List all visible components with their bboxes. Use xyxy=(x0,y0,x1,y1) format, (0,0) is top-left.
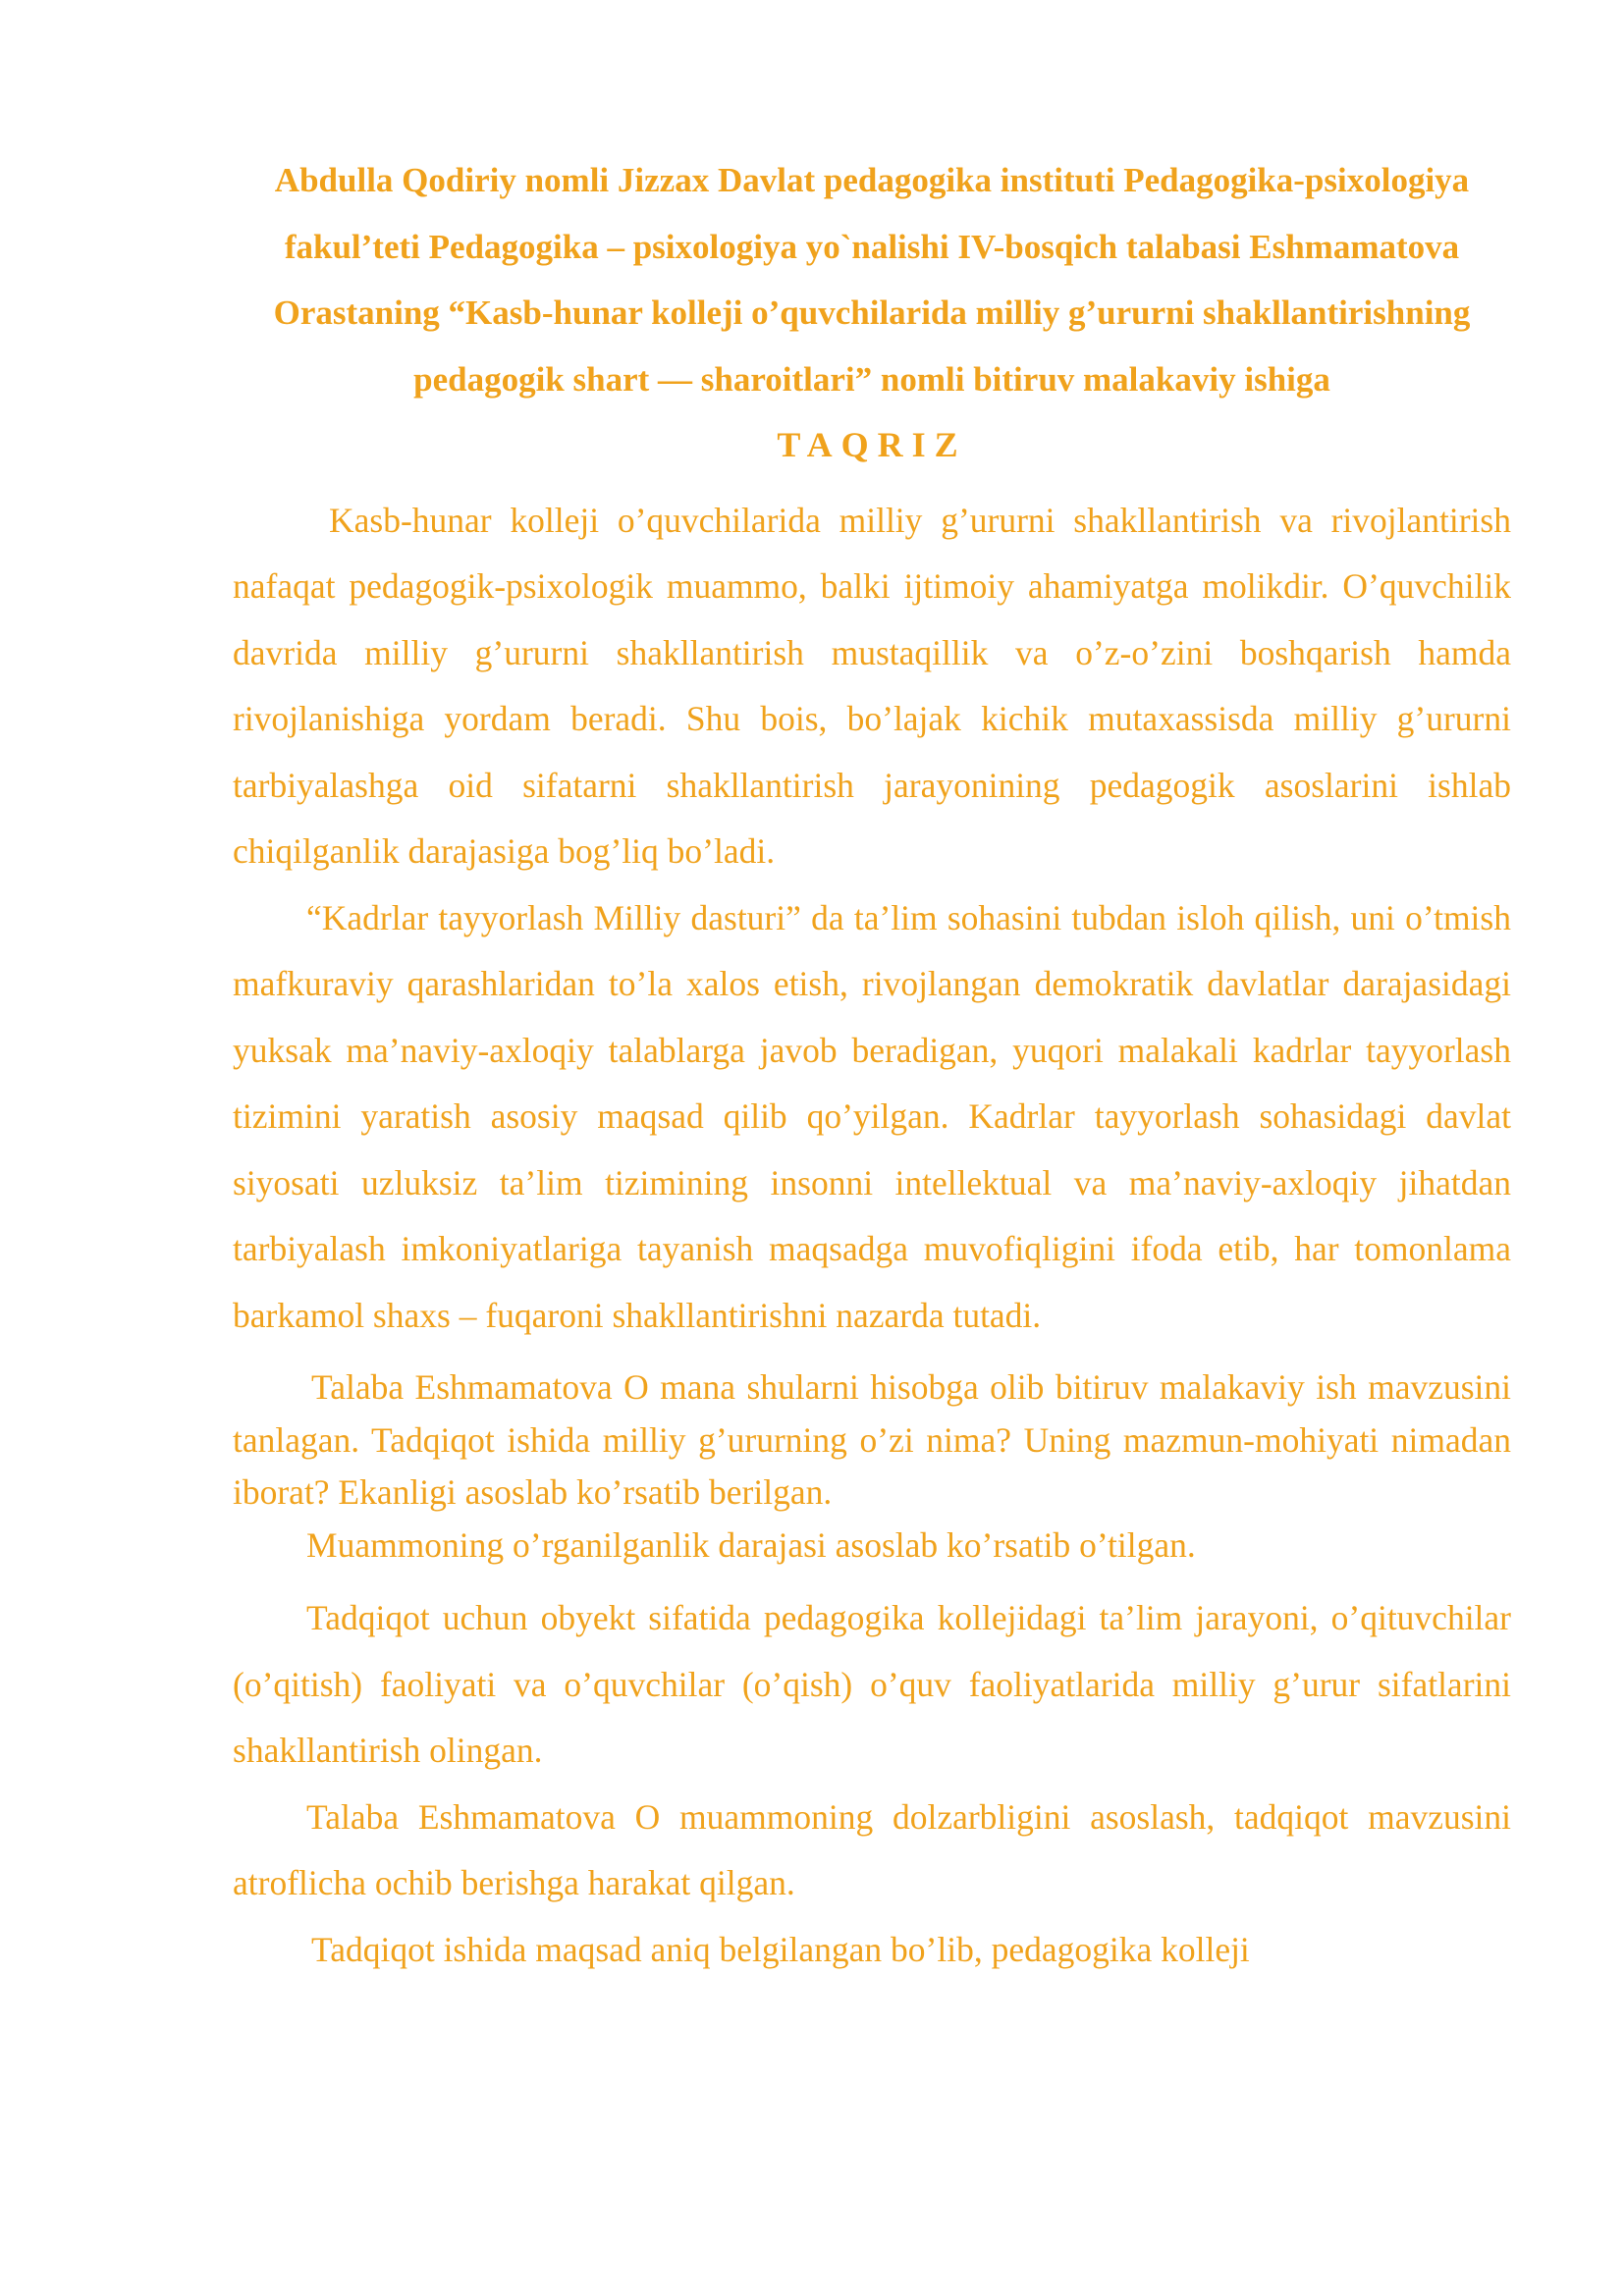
document-heading: Abdulla Qodiriy nomli Jizzax Davlat pedagogika instituti Pedagogika-psixologiya fakul’teti Pedagogika – psixologiya yo`nalishi IV-bosqich talabasi Eshmamatova Orastaning “Kasb-hunar kolleji o’quvchilarida milliy g’ururni shakllantirishning pedagogik shart — sharoitlari” nomli bitiruv malakaviy ishiga xyxy=(273,161,1471,399)
paragraph: Kasb-hunar kolleji o’quvchilarida milliy g’ururni shakllantirish va rivojlantirish nafaqat pedagogik-psixologik muammo, balki ijtimoiy ahamiyatga molikdir. O’quvchilik davrida milliy g’ururni shakllantirish mustaqillik va o’z-o’zini boshqarish hamda rivojlanishiga yordam beradi. Shu bois, bo’lajak kichik mutaxassisda milliy g’ururni tarbiyalashga oid sifatarni shakllantirish jarayonining pedagogik asoslarini ishlab chiqilganlik darajasiga bog’liq bo’ladi. xyxy=(233,500,1511,871)
paragraph: “Kadrlar tayyorlash Milliy dasturi” da ta’lim sohasini tubdan isloh qilish, uni o’tmish mafkuraviy qarashlaridan to’la xalos etish, rivojlangan demokratik davlatlar darajasidagi yuksak ma’naviy-axloqiy talablarga javob beradigan, yuqori malakali kadrlar tayyorlash tizimini yaratish asosiy maqsad qilib qo’yilgan. Kadrlar tayyorlash sohasidagi davlat siyosati uzluksiz ta’lim tizimining insonni intellektual va ma’naviy-axloqiy jihatdan tarbiyalash imkoniyatlariga tayanish maqsadga muvofiqligini ifoda etib, har tomonlama barkamol shaxs – fuqaroni shakllantirishni nazarda tutadi. xyxy=(233,897,1511,1335)
document-title: TAQRIZ xyxy=(777,425,967,464)
document-page xyxy=(233,147,1511,1983)
paragraph: Talaba Eshmamatova O mana shularni hisobga olib bitiruv malakaviy ish mavzusini tanlagan. Tadqiqot ishida milliy g’ururning o’zi nima? Uning mazmun-mohiyati nimadan iborat? Ekanligi asoslab ko’rsatib berilgan. xyxy=(233,1367,1511,1512)
paragraph: Muammoning o’rganilganlik darajasi asoslab ko’rsatib o’tilgan. xyxy=(306,1524,1196,1565)
paragraph: Tadqiqot uchun obyekt sifatida pedagogika kollejidagi ta’lim jarayoni, o’qituvchilar (o’qitish) faoliyati va o’quvchilar (o’qish) o’quv faoliyatlarida milliy g’urur sifatlarini shakllantirish olingan. xyxy=(233,1598,1511,1770)
paragraph: Talaba Eshmamatova O muammoning dolzarbligini asoslash, tadqiqot mavzusini atroflicha ochib berishga harakat qilgan. xyxy=(233,1796,1511,1902)
paragraph: Tadqiqot ishida maqsad aniq belgilangan bo’lib, pedagogika kolleji xyxy=(311,1929,1250,1969)
